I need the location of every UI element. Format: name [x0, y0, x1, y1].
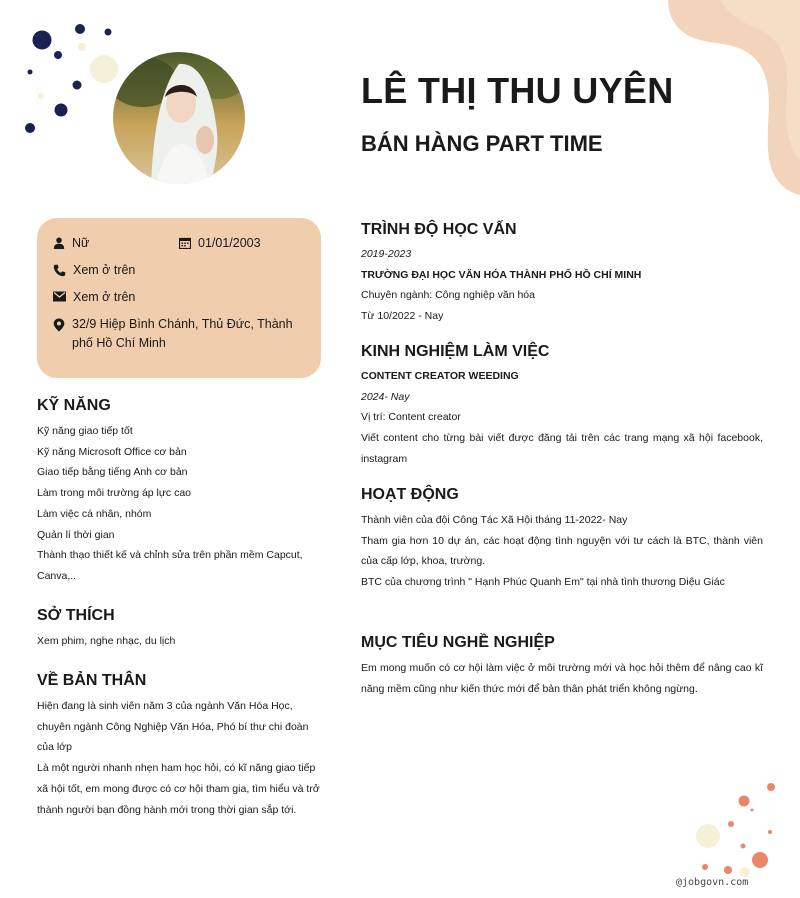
- calendar-icon: [179, 237, 191, 249]
- skill-item: Làm việc cá nhân, nhóm: [37, 507, 152, 520]
- activity-item: BTC của chương trình " Hạnh Phúc Quanh Em" tại nhà tình thương Diệu Giác: [361, 576, 725, 589]
- company-name: CONTENT CREATOR WEEDING: [361, 370, 519, 382]
- gender-value: Nữ: [72, 236, 90, 250]
- experience-period: 2024- Nay: [361, 390, 410, 403]
- education-major: Chuyên ngành: Công nghiệp văn hóa: [361, 289, 535, 302]
- experience-heading: KINH NGHIỆM LÀM VIỆC: [361, 343, 550, 360]
- mail-icon: [53, 291, 66, 302]
- candidate-name: LÊ THỊ THU UYÊN: [361, 70, 674, 111]
- job-position: BÁN HÀNG PART TIME: [361, 131, 603, 156]
- skill-item: Kỹ năng Microsoft Office cơ bản: [37, 445, 187, 458]
- dob-value: 01/01/2003: [198, 236, 261, 250]
- address-row: [53, 315, 303, 353]
- experience-section: [361, 366, 763, 470]
- hobbies-heading: SỞ THÍCH: [37, 607, 115, 624]
- activities-section: [361, 510, 763, 593]
- education-since: Từ 10/2022 - Nay: [361, 310, 444, 323]
- objective-heading: MỤC TIÊU NGHỀ NGHIỆP: [361, 634, 555, 651]
- about-paragraph: Hiện đang là sinh viên năm 3 của ngành Văn Hóa Học, chuyên ngành Công Nghiệp Văn Hóa, Phó bí thư chi đoàn của lớp: [37, 700, 309, 754]
- location-pin-icon: [53, 318, 65, 332]
- about-section: [37, 696, 327, 820]
- skill-item: Giao tiếp bằng tiếng Anh cơ bản: [37, 466, 188, 479]
- phone-row: [53, 261, 135, 280]
- email-row: [53, 288, 135, 307]
- skill-item: Thành thạo thiết kế và chỉnh sửa trên phần mềm Capcut, Canva,..: [37, 549, 303, 582]
- hobbies-text: Xem phim, nghe nhạc, du lịch: [37, 635, 176, 647]
- email-value: Xem ở trên: [73, 290, 136, 304]
- activities-heading: HOẠT ĐỘNG: [361, 486, 459, 503]
- education-heading: TRÌNH ĐỘ HỌC VẤN: [361, 221, 517, 238]
- phone-icon: [53, 264, 66, 277]
- skills-heading: KỸ NĂNG: [37, 397, 111, 414]
- about-heading: VỀ BẢN THÂN: [37, 672, 147, 689]
- gender-row: [53, 234, 89, 253]
- phone-value: Xem ở trên: [73, 263, 136, 277]
- objective-text: Em mong muốn có cơ hội làm việc ở môi trường mới và học hỏi thêm để nâng cao kĩ năng mềm cũng như kiến thức mới để bản thân phát triển không ngừng.: [361, 662, 763, 695]
- skill-item: Quản lí thời gian: [37, 528, 115, 541]
- person-icon: [53, 237, 65, 249]
- profile-photo: [113, 52, 245, 184]
- address-value: 32/9 Hiệp Bình Chánh, Thủ Đức, Thành phố Hồ Chí Minh: [72, 317, 293, 350]
- watermark: @jobgovn.com: [676, 877, 749, 888]
- cream-dots-top-left: [38, 43, 118, 99]
- skill-item: Kỹ năng giao tiếp tốt: [37, 425, 133, 437]
- skills-list: [37, 421, 327, 587]
- experience-description: Viết content cho từng bài viết được đăng tải trên các trang mạng xã hội facebook, instagram: [361, 432, 763, 465]
- skill-item: Làm trong môi trường áp lực cao: [37, 487, 192, 500]
- education-period: 2019-2023: [361, 248, 412, 260]
- education-section: [361, 244, 763, 327]
- activity-item: Thành viên của đội Công Tác Xã Hội tháng 11-2022- Nay: [361, 514, 628, 526]
- school-name: TRƯỜNG ĐẠI HỌC VĂN HÓA THÀNH PHỐ HỒ CHÍ MINH: [361, 268, 642, 281]
- dob-row: [179, 234, 261, 253]
- experience-role: Vị trí: Content creator: [361, 411, 461, 424]
- activity-item: Tham gia hơn 10 dự án, các hoạt động tình nguyện với tư cách là BTC, thành viên của cấp lớp, khoa, trường.: [361, 534, 763, 568]
- about-paragraph: Là một người nhanh nhẹn ham học hỏi, có kĩ năng giao tiếp xã hội tốt, em mong được có cơ hội tham gia, tìm hiểu và trở thành người bạn đồng hành mới trong thời gian sắp tới.: [37, 762, 320, 816]
